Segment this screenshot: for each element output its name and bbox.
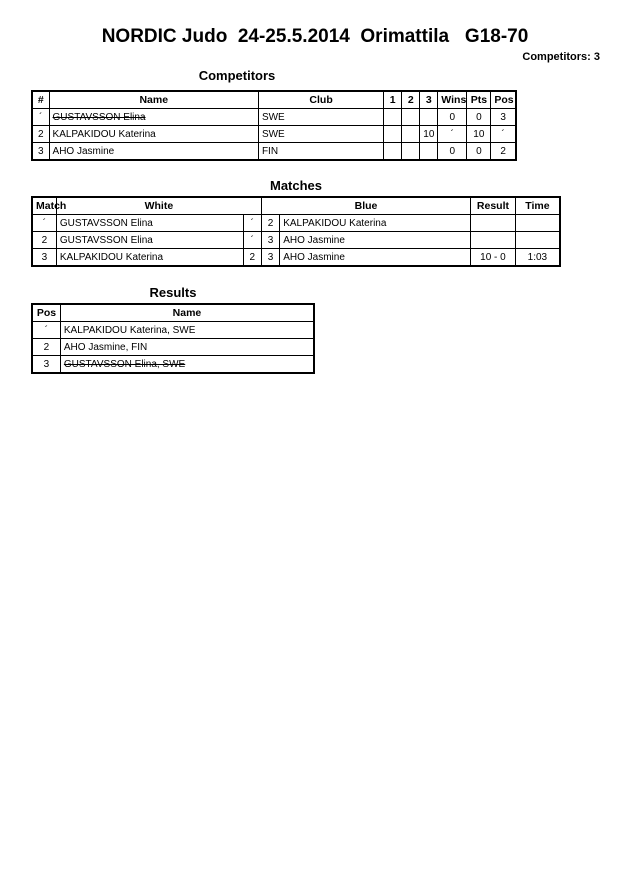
results-header-row bbox=[32, 304, 314, 322]
match-row bbox=[32, 215, 560, 232]
col-header-round-1: 1 bbox=[384, 91, 402, 109]
match-number: ´ bbox=[32, 215, 56, 232]
competitor-club: SWE bbox=[258, 126, 383, 143]
result-pos: 3 bbox=[32, 356, 60, 374]
competitor-club: SWE bbox=[258, 109, 383, 126]
competitor-num: 3 bbox=[32, 143, 49, 161]
col-header-round-3: 3 bbox=[420, 91, 438, 109]
competitor-round-3 bbox=[420, 109, 438, 126]
col-header-blue: Blue bbox=[261, 197, 470, 215]
competitors-section-title: Competitors bbox=[198, 68, 276, 83]
competitor-name: KALPAKIDOU Katerina bbox=[49, 126, 258, 143]
competitor-round-3 bbox=[420, 143, 438, 161]
col-header-time: Time bbox=[515, 197, 560, 215]
result-name: AHO Jasmine, FIN bbox=[60, 339, 314, 356]
competitor-name: GUSTAVSSON Elina bbox=[49, 109, 258, 126]
match-blue-name: AHO Jasmine bbox=[280, 232, 471, 249]
col-header-white: White bbox=[56, 197, 261, 215]
competitor-pts: 0 bbox=[467, 109, 491, 126]
match-number: 3 bbox=[32, 249, 56, 267]
competitors-header-row bbox=[32, 91, 516, 109]
result-row bbox=[32, 339, 314, 356]
col-header-club: Club bbox=[258, 91, 383, 109]
match-white-name: GUSTAVSSON Elina bbox=[56, 215, 243, 232]
match-blue-name: KALPAKIDOU Katerina bbox=[280, 215, 471, 232]
competitors-table bbox=[31, 90, 517, 161]
match-result bbox=[471, 215, 516, 232]
match-blue-number: 2 bbox=[261, 215, 279, 232]
result-row bbox=[32, 356, 314, 374]
competitor-round-2 bbox=[402, 126, 420, 143]
competitor-wins: 0 bbox=[438, 143, 467, 161]
competitor-num: 2 bbox=[32, 126, 49, 143]
match-time bbox=[515, 215, 560, 232]
competitor-pos: 2 bbox=[491, 143, 516, 161]
col-header-name: Name bbox=[49, 91, 258, 109]
match-white-name: KALPAKIDOU Katerina bbox=[56, 249, 243, 267]
result-name: KALPAKIDOU Katerina, SWE bbox=[60, 322, 314, 339]
match-white-number: ´ bbox=[243, 215, 261, 232]
col-header-pts: Pts bbox=[467, 91, 491, 109]
match-row bbox=[32, 232, 560, 249]
match-white-number: 2 bbox=[243, 249, 261, 267]
results-table bbox=[31, 303, 315, 374]
match-row bbox=[32, 249, 560, 267]
competitor-row bbox=[32, 143, 516, 161]
col-header-pos: Pos bbox=[491, 91, 516, 109]
match-result: 10 - 0 bbox=[471, 249, 516, 267]
result-name: GUSTAVSSON Elina, SWE bbox=[60, 356, 314, 374]
competitor-round-1 bbox=[384, 109, 402, 126]
match-number: 2 bbox=[32, 232, 56, 249]
competitor-round-2 bbox=[402, 109, 420, 126]
competitor-round-1 bbox=[384, 126, 402, 143]
match-white-number: ´ bbox=[243, 232, 261, 249]
matches-header-row bbox=[32, 197, 560, 215]
match-white-name: GUSTAVSSON Elina bbox=[56, 232, 243, 249]
match-blue-name: AHO Jasmine bbox=[280, 249, 471, 267]
col-header-pos: Pos bbox=[32, 304, 60, 322]
competitor-row bbox=[32, 109, 516, 126]
page-title: NORDIC Judo 24-25.5.2014 Orimattila G18-70 bbox=[101, 26, 529, 47]
match-time bbox=[515, 232, 560, 249]
col-header-wins: Wins bbox=[438, 91, 467, 109]
competitor-round-2 bbox=[402, 143, 420, 161]
match-result bbox=[471, 232, 516, 249]
result-row bbox=[32, 322, 314, 339]
match-blue-number: 3 bbox=[261, 249, 279, 267]
col-header-name: Name bbox=[60, 304, 314, 322]
competitor-pos: 3 bbox=[491, 109, 516, 126]
competitor-num: ´ bbox=[32, 109, 49, 126]
col-header-round-2: 2 bbox=[402, 91, 420, 109]
competitor-row bbox=[32, 126, 516, 143]
col-header-result: Result bbox=[471, 197, 516, 215]
competitors-count: Competitors: 3 bbox=[522, 51, 600, 63]
col-header-match: Match bbox=[32, 197, 56, 215]
match-blue-number: 3 bbox=[261, 232, 279, 249]
competitor-wins: ´ bbox=[438, 126, 467, 143]
matches-section-title: Matches bbox=[269, 178, 323, 193]
match-time: 1:03 bbox=[515, 249, 560, 267]
competitor-pts: 10 bbox=[467, 126, 491, 143]
competitor-club: FIN bbox=[258, 143, 383, 161]
competitor-round-1 bbox=[384, 143, 402, 161]
result-pos: ´ bbox=[32, 322, 60, 339]
competitor-pts: 0 bbox=[467, 143, 491, 161]
competitor-round-3: 10 bbox=[420, 126, 438, 143]
results-section-title: Results bbox=[149, 285, 197, 300]
col-header-num: # bbox=[32, 91, 49, 109]
competitor-pos: ´ bbox=[491, 126, 516, 143]
competitor-wins: 0 bbox=[438, 109, 467, 126]
result-pos: 2 bbox=[32, 339, 60, 356]
matches-table bbox=[31, 196, 561, 267]
competitor-name: AHO Jasmine bbox=[49, 143, 258, 161]
